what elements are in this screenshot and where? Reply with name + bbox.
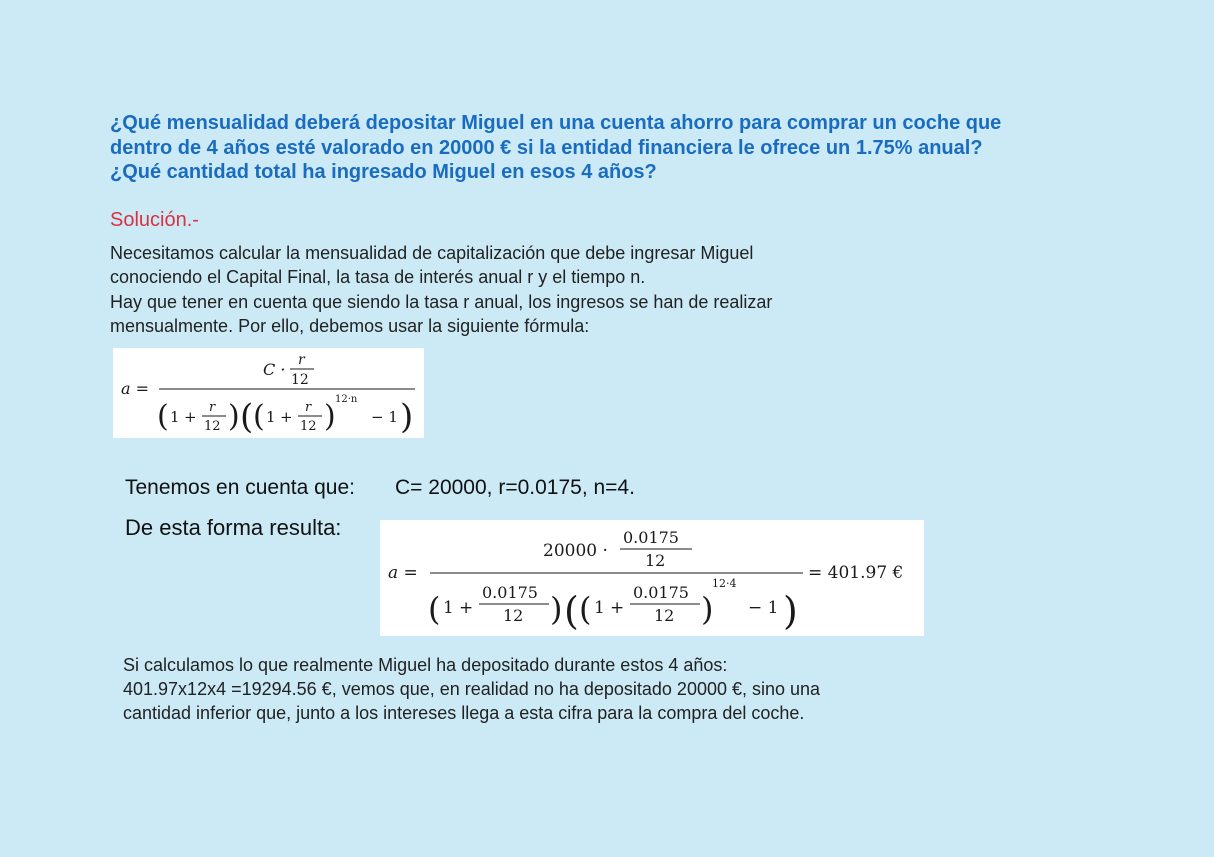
intro-line: Hay que tener en cuenta que siendo la tasa r anual, los ingresos se han de realizar xyxy=(110,291,773,312)
formula-lhs: a = xyxy=(121,379,150,398)
den-r-a: r xyxy=(209,400,216,415)
conclusion-line: Si calculamos lo que realmente Miguel ha depositado durante estos 4 años: xyxy=(123,655,728,675)
general-formula xyxy=(113,348,424,438)
den-12-a: 12 xyxy=(204,419,221,434)
result-label: De esta forma resulta: xyxy=(125,515,342,540)
numerator-r: r xyxy=(298,352,305,368)
den-minus-one: − 1 xyxy=(748,598,779,618)
den-one-a: 1 xyxy=(170,408,180,426)
numerator-12: 12 xyxy=(291,372,309,388)
den-12-b: 12 xyxy=(300,419,317,434)
den-plus-a: + xyxy=(184,408,197,426)
conclusion-line: cantidad inferior que, junto a los intereses llega a esta cifra para la compra del coche. xyxy=(123,703,805,724)
numerator-c: 20000 · xyxy=(543,541,608,561)
conclusion-line: 401.97x12x4 =19294.56 €, vemos que, en realidad no ha depositado 20000 €, sino una xyxy=(123,679,821,700)
numerator-c: C · xyxy=(263,360,286,379)
den-one-b: 1 xyxy=(266,408,276,426)
open-paren: ( xyxy=(253,399,265,434)
numeric-formula xyxy=(380,520,924,636)
den-plus-a: + xyxy=(459,598,474,618)
numerator-frac-den: 12 xyxy=(645,551,666,570)
open-paren: ( xyxy=(428,590,441,628)
den-one-a: 1 xyxy=(443,598,454,618)
den-minus-one: − 1 xyxy=(371,408,398,426)
question-text xyxy=(110,111,1110,185)
den-one-b: 1 xyxy=(594,598,605,618)
den-frac-den-a: 12 xyxy=(503,606,524,625)
close-paren: ) xyxy=(400,397,414,437)
open-paren: ( xyxy=(564,589,579,633)
question-line: ¿Qué mensualidad deberá depositar Miguel en una cuenta ahorro para comprar un coche que xyxy=(110,112,1002,134)
given-label: Tenemos en cuenta que: xyxy=(125,476,355,499)
numeric-formula-svg xyxy=(380,520,924,636)
den-frac-den-b: 12 xyxy=(654,606,675,625)
formula-lhs: a = xyxy=(388,563,418,583)
open-paren: ( xyxy=(579,590,592,628)
den-frac-num-b: 0.0175 xyxy=(633,583,689,602)
den-exponent: 12·4 xyxy=(712,577,737,590)
open-paren: ( xyxy=(157,399,169,434)
conclusion-text xyxy=(123,653,943,726)
den-exponent: 12·n xyxy=(335,394,358,405)
close-paren: ) xyxy=(783,589,798,633)
close-paren: ) xyxy=(701,590,714,628)
intro-line: conociendo el Capital Final, la tasa de interés anual r y el tiempo n. xyxy=(110,267,646,288)
intro-line: mensualmente. Por ello, debemos usar la siguiente fórmula: xyxy=(110,315,590,336)
given-values: C= 20000, r=0.0175, n=4. xyxy=(395,476,635,499)
intro-line: Necesitamos calcular la mensualidad de capitalización que debe ingresar Miguel xyxy=(110,243,754,263)
den-plus-b: + xyxy=(610,598,625,618)
formula-result: = 401.97 € xyxy=(808,563,904,583)
question-line: dentro de 4 años esté valorado en 20000 € si la entidad financiera le ofrece un 1.75% anual? xyxy=(110,136,983,159)
question-line: ¿Qué cantidad total ha ingresado Miguel en esos 4 años? xyxy=(110,161,657,183)
close-paren: ) xyxy=(550,590,563,628)
general-formula-svg xyxy=(113,348,424,438)
numerator-frac-num: 0.0175 xyxy=(623,528,679,547)
close-paren: ) xyxy=(324,399,336,434)
solution-heading: Solución.- xyxy=(110,209,199,231)
den-plus-b: + xyxy=(280,408,293,426)
den-r-b: r xyxy=(305,400,312,415)
solution-intro xyxy=(110,241,910,338)
den-frac-num-a: 0.0175 xyxy=(482,583,538,602)
close-paren: ) xyxy=(228,399,240,434)
open-paren: ( xyxy=(240,397,254,437)
